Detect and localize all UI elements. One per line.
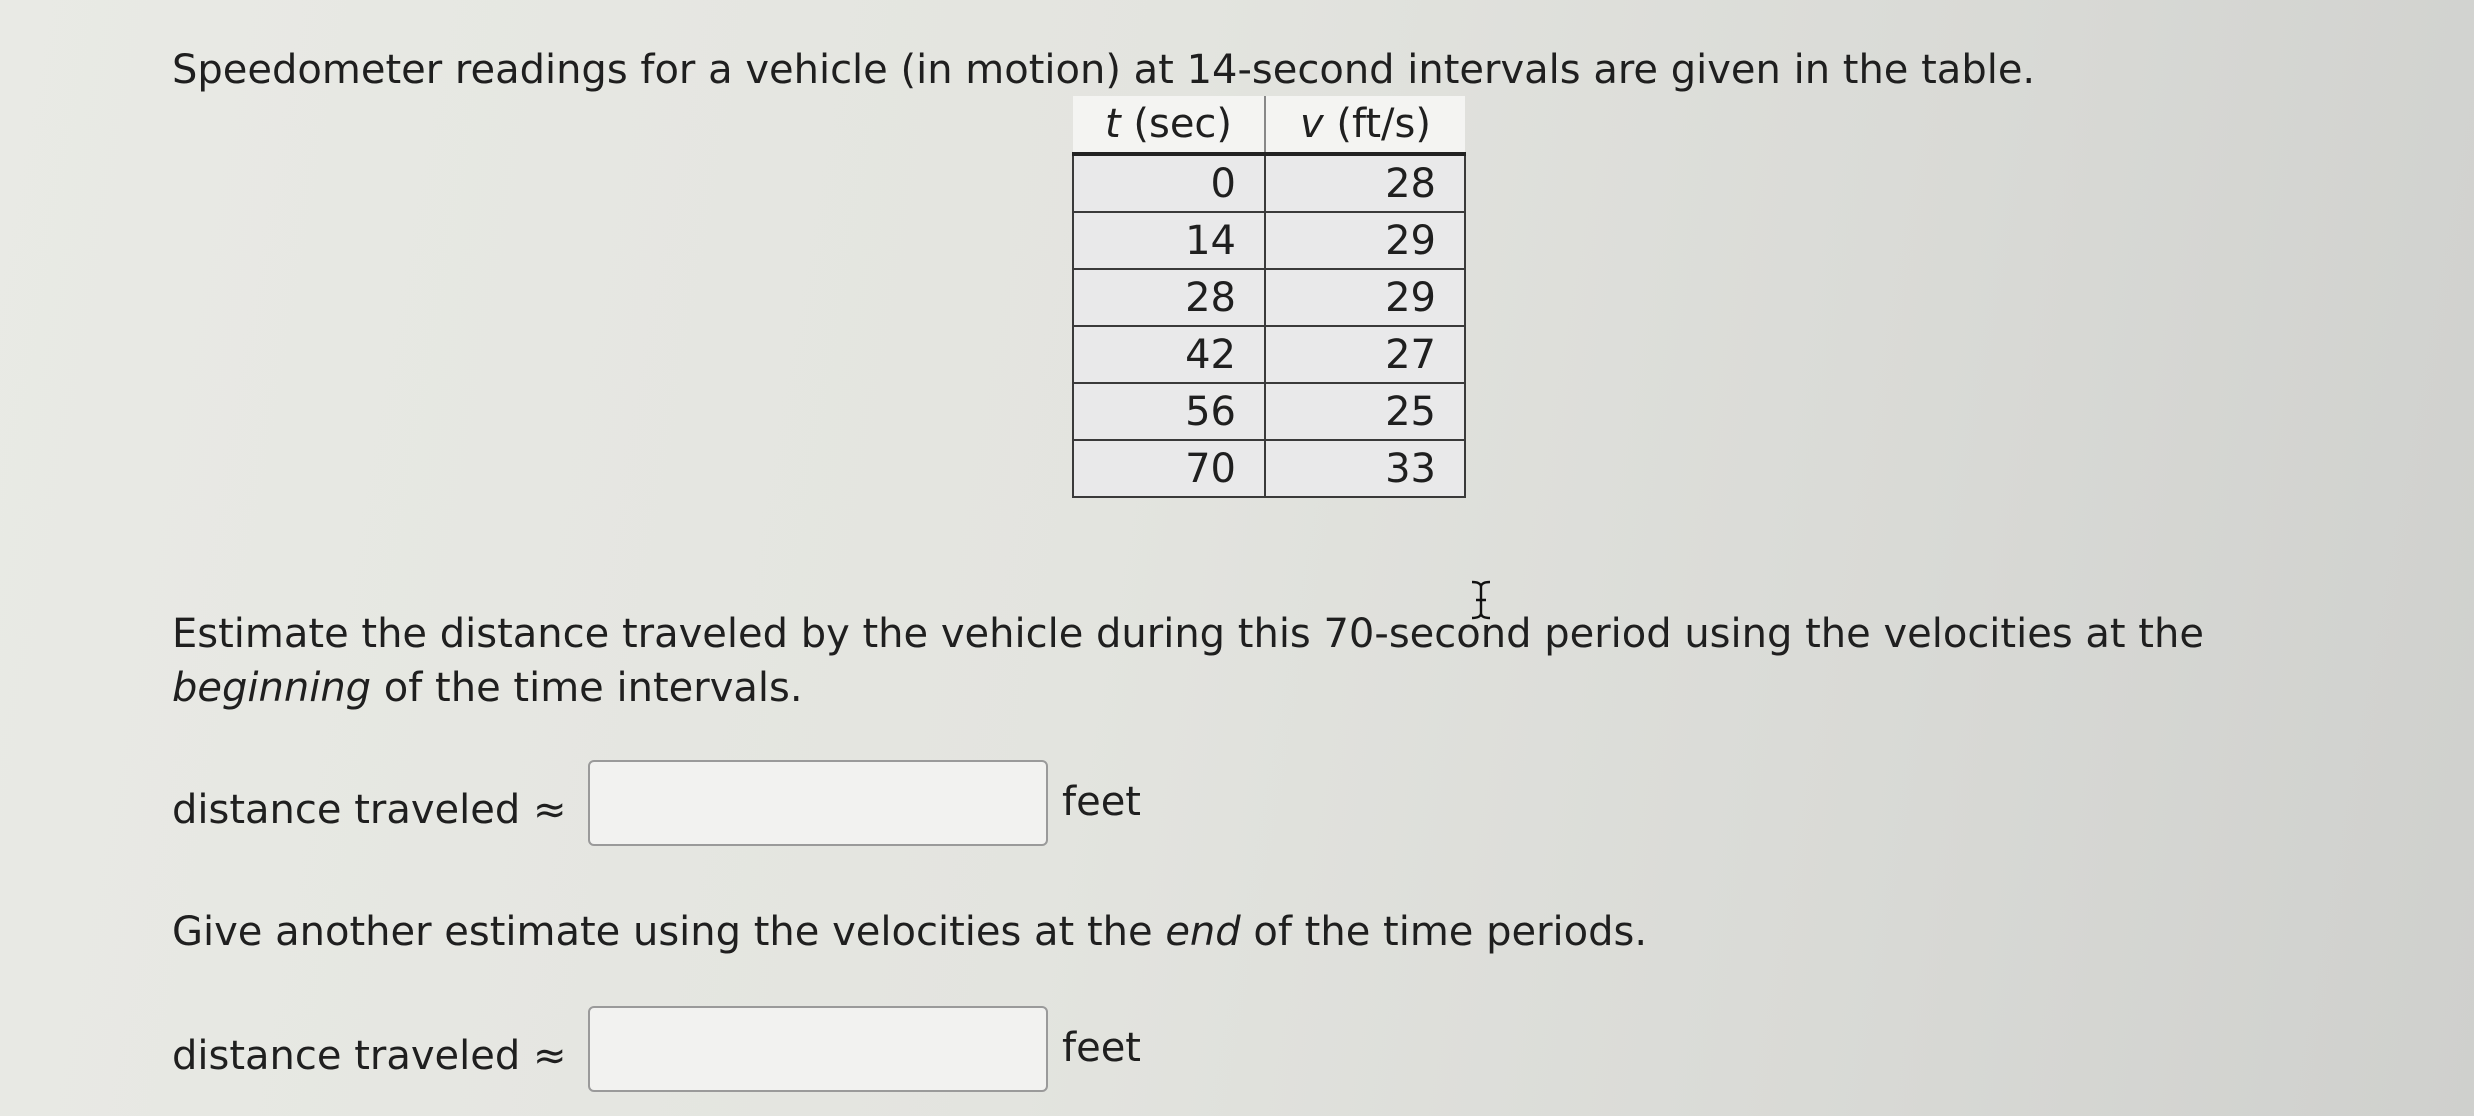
velocity-cell: 33: [1265, 440, 1465, 497]
question2-emphasis: end: [1165, 909, 1241, 955]
time-cell: 70: [1073, 440, 1265, 497]
answer2-unit: feet: [1062, 1025, 1141, 1071]
column-header-velocity: v (ft/s): [1265, 96, 1465, 154]
time-cell: 56: [1073, 383, 1265, 440]
table-row: [1073, 440, 1465, 497]
table-row: [1073, 383, 1465, 440]
answer1-label: distance traveled ≈: [172, 787, 567, 833]
answer1-unit: feet: [1062, 779, 1141, 825]
answer2-label: distance traveled ≈: [172, 1033, 567, 1079]
velocity-cell: 25: [1265, 383, 1465, 440]
i-beam-cursor-icon: [1468, 580, 1494, 620]
velocity-cell: 29: [1265, 269, 1465, 326]
table-row: [1073, 212, 1465, 269]
time-cell: 14: [1073, 212, 1265, 269]
time-cell: 28: [1073, 269, 1265, 326]
table-row: [1073, 269, 1465, 326]
column-header-time: t (sec): [1073, 96, 1265, 154]
question2-text: Give another estimate using the velocities at the end of the time periods.: [172, 909, 1648, 955]
velocity-cell: 29: [1265, 212, 1465, 269]
distance-beginning-input[interactable]: [588, 760, 1048, 846]
question1-line2: [172, 662, 803, 714]
question1-line1: Estimate the distance traveled by the vehicle during this 70-second period using the velocities at the: [172, 611, 2204, 657]
time-cell: 42: [1073, 326, 1265, 383]
question1-emphasis: beginning: [172, 665, 372, 711]
intro-text: Speedometer readings for a vehicle (in motion) at 14-second intervals are given in the table.: [172, 47, 2036, 93]
speed-table: [1072, 96, 1466, 498]
table-header-row: [1073, 96, 1465, 154]
question1-line2-rest: of the time intervals.: [371, 665, 803, 711]
table-row: [1073, 154, 1465, 212]
velocity-cell: 28: [1265, 154, 1465, 212]
distance-end-input[interactable]: [588, 1006, 1048, 1092]
time-cell: 0: [1073, 154, 1265, 212]
velocity-cell: 27: [1265, 326, 1465, 383]
table-row: [1073, 326, 1465, 383]
